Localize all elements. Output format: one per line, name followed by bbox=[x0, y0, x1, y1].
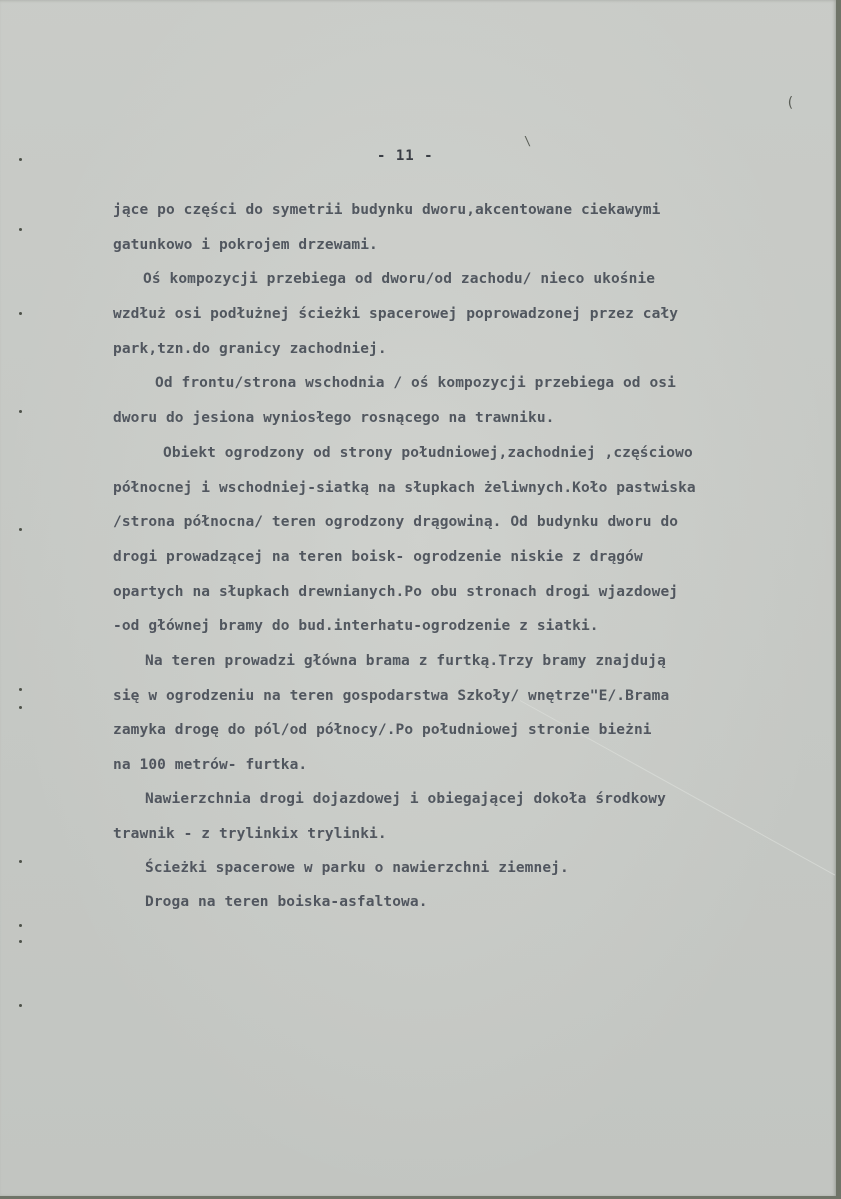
text-line: drogi prowadzącej na teren boisk- ogrodzenie niskie z drągów bbox=[113, 549, 643, 565]
text-line: zamyka drogę do pól/od północy/.Po południowej stronie bieżni bbox=[113, 722, 652, 738]
text-line: północnej i wschodniej-siatką na słupkach żeliwnych.Koło pastwiska bbox=[113, 480, 696, 496]
text-line: park,tzn.do granicy zachodniej. bbox=[113, 341, 387, 357]
paper-mark: ( bbox=[786, 95, 795, 111]
text-line: opartych na słupkach drewnianych.Po obu stronach drogi wjazdowej bbox=[113, 584, 679, 600]
text-line: jące po części do symetrii budynku dworu,akcentowane ciekawymi bbox=[113, 202, 661, 218]
text-line: -od głównej bramy do bud.interhatu-ogrodzenie z siatki. bbox=[113, 618, 599, 634]
text-line: Od frontu/strona wschodnia / oś kompozycji przebiega od osi bbox=[155, 375, 676, 391]
page-number: - 11 - bbox=[377, 148, 434, 164]
text-line: gatunkowo i pokrojem drzewami. bbox=[113, 237, 378, 253]
text-line: na 100 metrów- furtka. bbox=[113, 757, 308, 773]
binding-hole bbox=[19, 940, 22, 943]
text-line: się w ogrodzeniu na teren gospodarstwa Szkoły/ wnętrze"E/.Brama bbox=[113, 688, 670, 704]
text-line: wzdłuż osi podłużnej ścieżki spacerowej poprowadzonej przez cały bbox=[113, 306, 679, 322]
text-line: dworu do jesiona wyniosłego rosnącego na trawniku. bbox=[113, 410, 555, 426]
text-line: Oś kompozycji przebiega od dworu/od zachodu/ nieco ukośnie bbox=[143, 271, 656, 287]
binding-hole bbox=[19, 688, 22, 691]
text-line: /strona północna/ teren ogrodzony drągowiną. Od budynku dworu do bbox=[113, 514, 679, 530]
binding-hole bbox=[19, 528, 22, 531]
binding-hole bbox=[19, 312, 22, 315]
text-line: trawnik - z trylinkix trylinki. bbox=[113, 826, 387, 842]
binding-hole bbox=[19, 228, 22, 231]
page-edge-shadow bbox=[836, 0, 841, 1199]
paper-mark: \ bbox=[524, 134, 532, 148]
text-line: Droga na teren boiska-asfaltowa. bbox=[145, 894, 428, 910]
binding-hole bbox=[19, 1004, 22, 1007]
binding-hole bbox=[19, 924, 22, 927]
binding-hole bbox=[19, 410, 22, 413]
text-line: Obiekt ogrodzony od strony południowej,zachodniej ,częściowo bbox=[163, 445, 693, 461]
text-line: Nawierzchnia drogi dojazdowej i obiegającej dokoła środkowy bbox=[145, 791, 666, 807]
text-line: Ścieżki spacerowe w parku o nawierzchni ziemnej. bbox=[145, 860, 569, 876]
binding-hole bbox=[19, 860, 22, 863]
binding-hole bbox=[19, 158, 22, 161]
text-line: Na teren prowadzi główna brama z furtką.Trzy bramy znajdują bbox=[145, 653, 666, 669]
binding-hole bbox=[19, 706, 22, 709]
